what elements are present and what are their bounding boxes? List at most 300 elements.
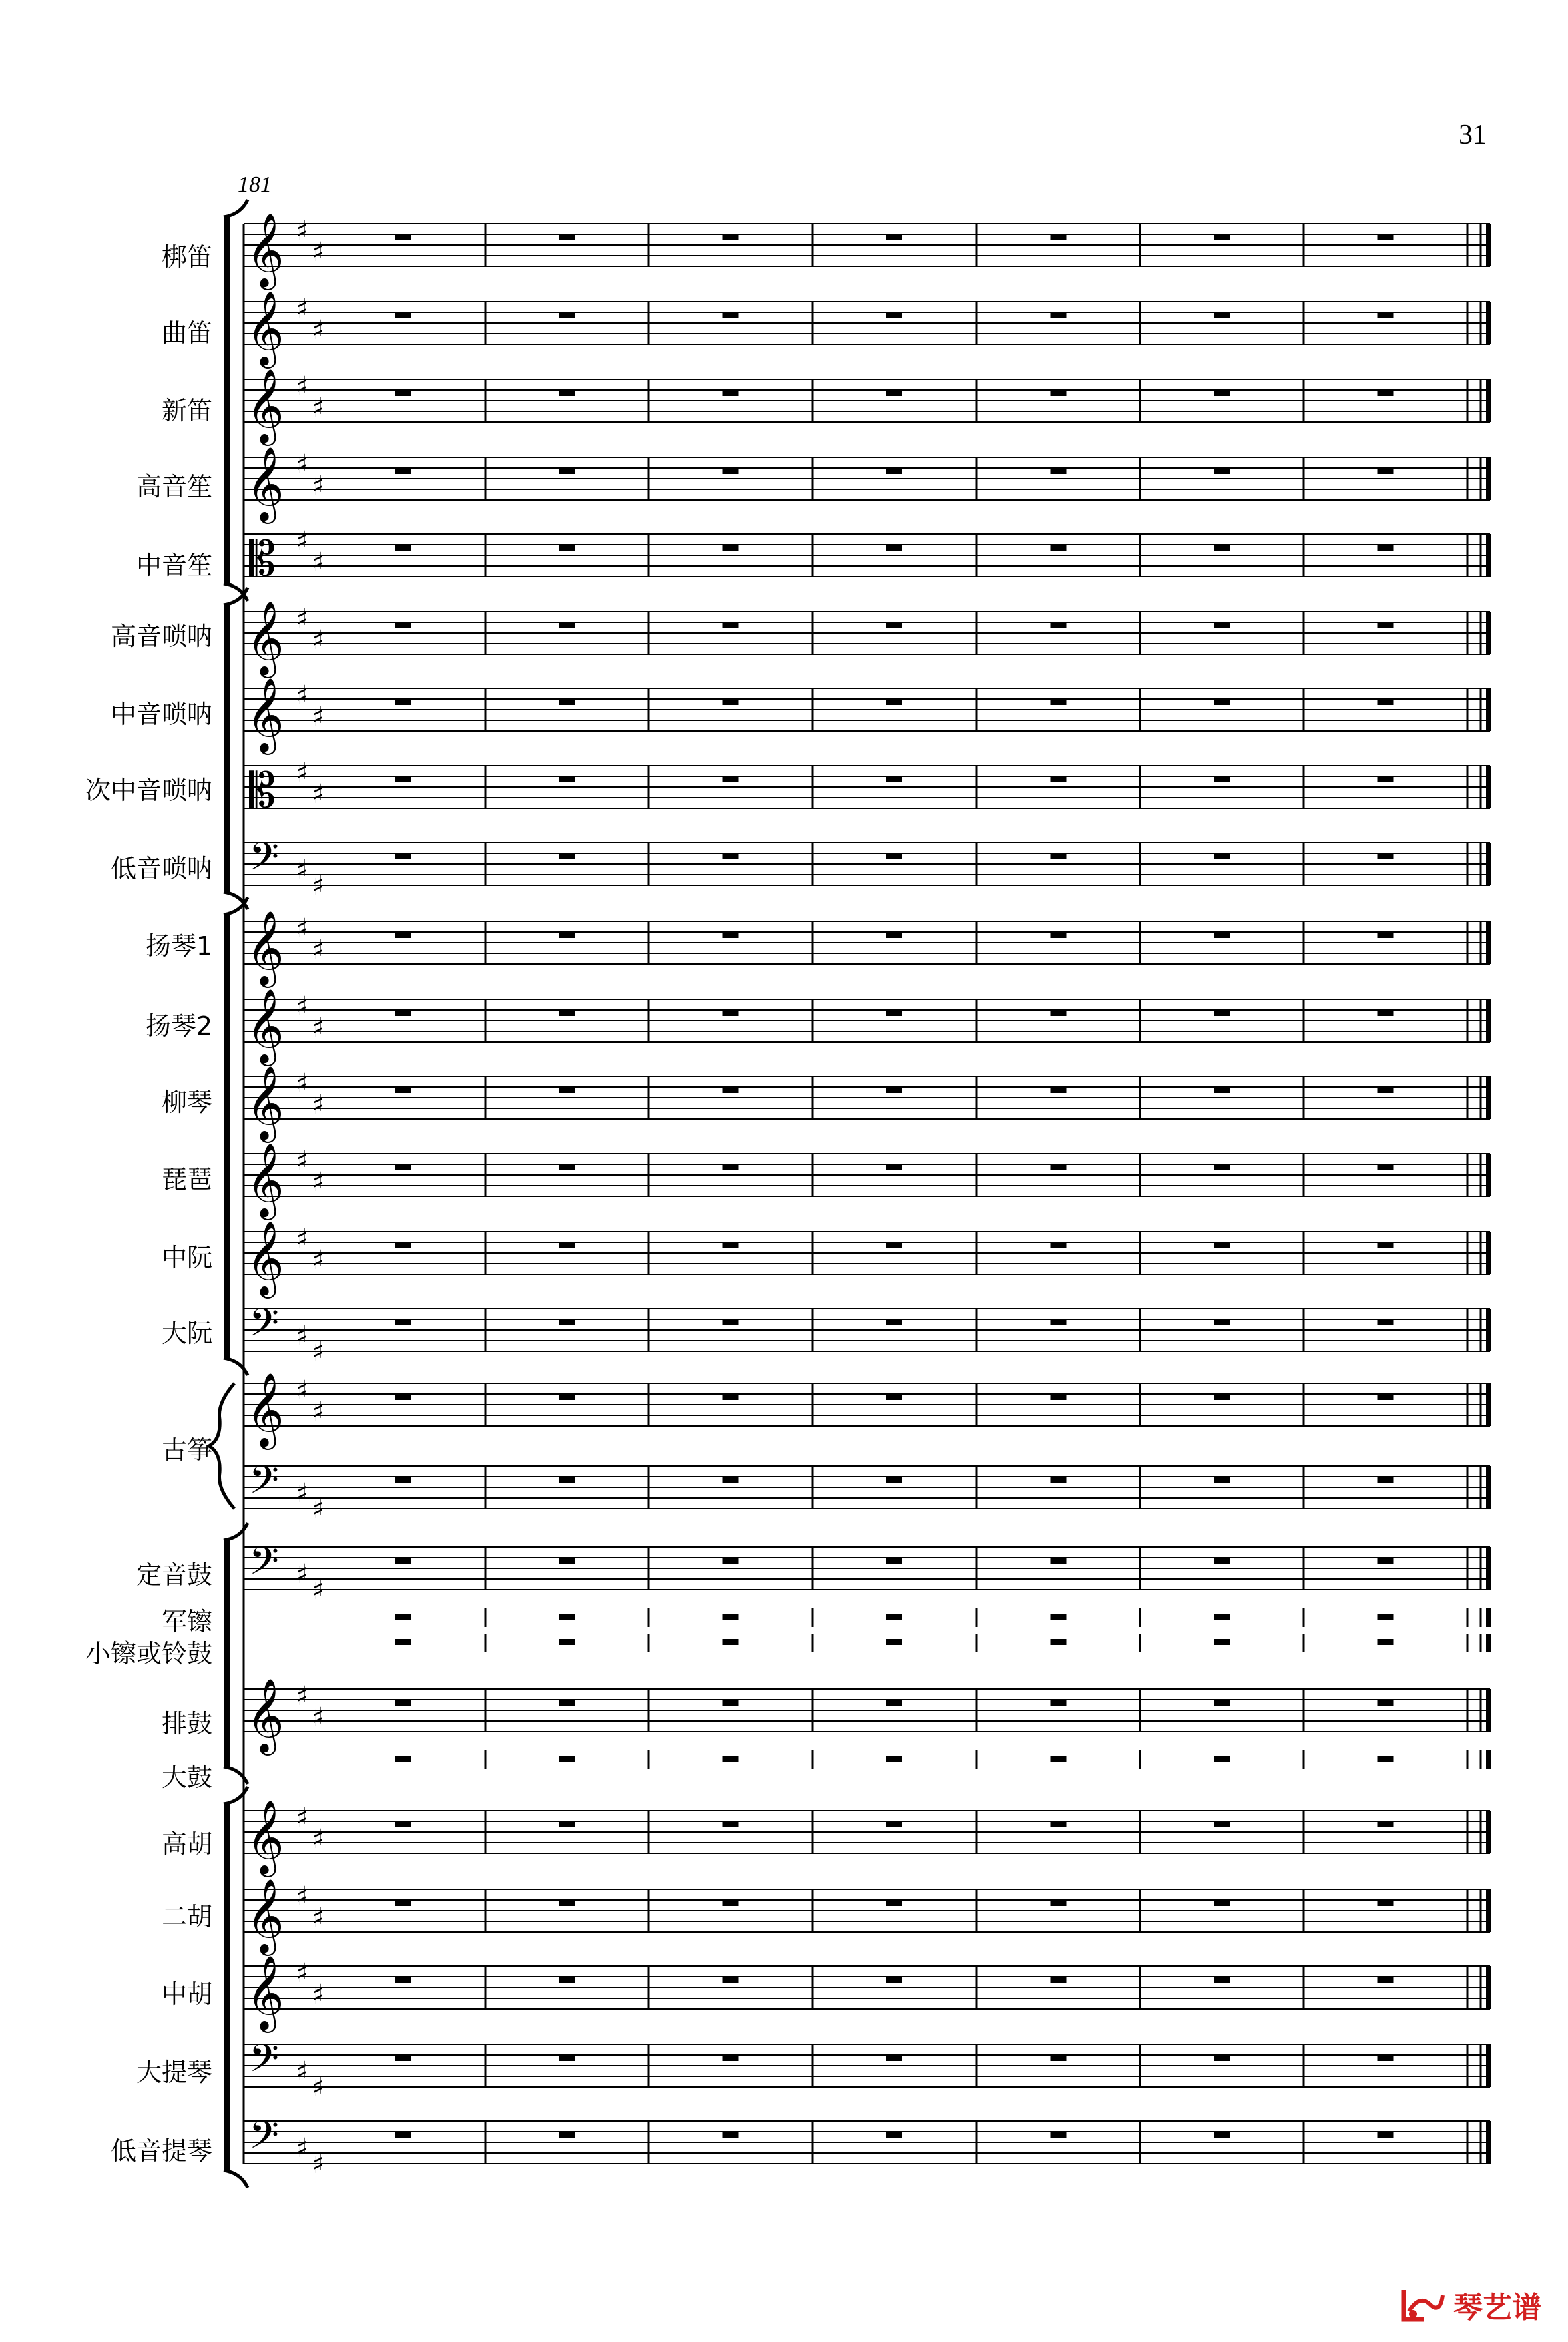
whole-rest <box>723 1900 739 1906</box>
whole-rest <box>1051 1087 1067 1093</box>
whole-rest <box>886 622 902 628</box>
sharp-icon: ♯ <box>312 1397 325 1427</box>
instrument-label: 军镲 <box>161 1607 212 1636</box>
whole-rest <box>723 699 739 705</box>
whole-rest <box>395 1756 411 1762</box>
sharp-icon: ♯ <box>312 625 325 656</box>
whole-rest <box>395 776 411 782</box>
whole-rest <box>723 1558 739 1564</box>
whole-rest <box>886 1242 902 1248</box>
whole-rest <box>559 1477 575 1483</box>
whole-rest <box>1378 1242 1394 1248</box>
whole-rest <box>723 932 739 938</box>
whole-rest <box>1214 1756 1230 1762</box>
whole-rest <box>886 1756 902 1762</box>
whole-rest <box>395 1614 411 1620</box>
whole-rest <box>1378 1614 1394 1620</box>
instrument-label: 低音唢呐 <box>110 854 212 883</box>
whole-rest <box>886 932 902 938</box>
whole-rest <box>1378 776 1394 782</box>
whole-rest <box>1214 1477 1230 1483</box>
whole-rest <box>886 1010 902 1016</box>
whole-rest <box>395 1558 411 1564</box>
whole-rest <box>1051 234 1067 240</box>
whole-rest <box>1051 622 1067 628</box>
whole-rest <box>723 1700 739 1706</box>
treble-clef-icon: 𝄞 <box>246 1142 284 1217</box>
music-note-logo-icon <box>1400 2285 1447 2325</box>
instrument-label: 高胡 <box>161 1829 212 1859</box>
whole-rest <box>1214 622 1230 628</box>
sharp-icon: ♯ <box>312 547 325 578</box>
whole-rest <box>395 853 411 859</box>
sharp-icon: ♯ <box>296 294 309 324</box>
whole-rest <box>1378 853 1394 859</box>
sharp-icon: ♯ <box>312 1575 325 1606</box>
instrument-label: 高音笙 <box>136 472 212 501</box>
whole-rest <box>395 1242 411 1248</box>
sharp-icon: ♯ <box>296 1321 309 1351</box>
whole-rest <box>559 1087 575 1093</box>
whole-rest <box>1051 1821 1067 1827</box>
whole-rest <box>1051 390 1067 396</box>
whole-rest <box>1051 1558 1067 1564</box>
instrument-label: 中阮 <box>161 1243 212 1272</box>
sharp-icon: ♯ <box>312 471 325 501</box>
whole-rest <box>559 1821 575 1827</box>
whole-rest <box>1214 1164 1230 1170</box>
instrument-label: 柳琴 <box>161 1088 212 1117</box>
whole-rest <box>886 853 902 859</box>
whole-rest <box>723 1087 739 1093</box>
whole-rest <box>723 390 739 396</box>
whole-rest <box>559 1394 575 1400</box>
whole-rest <box>395 932 411 938</box>
sharp-icon: ♯ <box>312 1824 325 1855</box>
whole-rest <box>1051 1700 1067 1706</box>
whole-rest <box>886 1639 902 1645</box>
whole-rest <box>1378 312 1394 318</box>
whole-rest <box>559 1700 575 1706</box>
whole-rest <box>1214 1614 1230 1620</box>
instrument-label: 中胡 <box>161 1979 212 2009</box>
whole-rest <box>395 1639 411 1645</box>
sharp-icon: ♯ <box>296 1681 309 1712</box>
whole-rest <box>1214 932 1230 938</box>
whole-rest <box>886 1558 902 1564</box>
page-number: 31 <box>1459 120 1487 150</box>
whole-rest <box>1051 2055 1067 2061</box>
treble-clef-icon: 𝄞 <box>246 1220 284 1295</box>
measure-number: 181 <box>238 172 272 197</box>
whole-rest <box>1378 1700 1394 1706</box>
whole-rest <box>723 545 739 551</box>
sharp-icon: ♯ <box>296 216 309 246</box>
whole-rest <box>723 1614 739 1620</box>
treble-clef-icon: 𝄞 <box>246 988 284 1063</box>
whole-rest <box>723 234 739 240</box>
bass-clef-icon: 𝄢 <box>249 1457 280 1512</box>
whole-rest <box>1378 2055 1394 2061</box>
whole-rest <box>886 312 902 318</box>
whole-rest <box>886 699 902 705</box>
group-bracket <box>224 605 230 892</box>
bass-clef-icon: 𝄢 <box>249 2036 280 2090</box>
instrument-label: 梆笛 <box>161 242 212 272</box>
whole-rest <box>559 1614 575 1620</box>
sharp-icon: ♯ <box>296 1478 309 1509</box>
whole-rest <box>395 1087 411 1093</box>
treble-clef-icon: 𝄞 <box>246 1878 284 1953</box>
whole-rest <box>723 1977 739 1983</box>
whole-rest <box>559 1900 575 1906</box>
whole-rest <box>886 2132 902 2138</box>
whole-rest <box>1214 1010 1230 1016</box>
whole-rest <box>395 1700 411 1706</box>
treble-clef-icon: 𝄞 <box>246 1372 284 1447</box>
alto-clef-icon: 𝄡 <box>249 531 276 587</box>
sharp-icon: ♯ <box>296 526 309 557</box>
bass-clef-icon: 𝄢 <box>249 1300 280 1355</box>
whole-rest <box>1051 2132 1067 2138</box>
whole-rest <box>1214 312 1230 318</box>
sharp-icon: ♯ <box>296 1958 309 1989</box>
whole-rest <box>723 1821 739 1827</box>
whole-rest <box>1051 1164 1067 1170</box>
sharp-icon: ♯ <box>312 1245 325 1276</box>
whole-rest <box>1378 1394 1394 1400</box>
bass-clef-icon: 𝄢 <box>249 834 280 889</box>
whole-rest <box>1051 1242 1067 1248</box>
instrument-label: 高音唢呐 <box>110 622 212 651</box>
sharp-icon: ♯ <box>312 1013 325 1043</box>
whole-rest <box>1378 699 1394 705</box>
whole-rest <box>395 1900 411 1906</box>
whole-rest <box>1214 234 1230 240</box>
whole-rest <box>723 1756 739 1762</box>
whole-rest <box>559 312 575 318</box>
treble-clef-icon: 𝄞 <box>246 1678 284 1752</box>
sharp-icon: ♯ <box>312 393 325 423</box>
whole-rest <box>1051 1319 1067 1325</box>
sharp-icon: ♯ <box>296 1559 309 1590</box>
sharp-icon: ♯ <box>312 1167 325 1198</box>
treble-clef-icon: 𝄞 <box>246 290 284 365</box>
whole-rest <box>886 1164 902 1170</box>
whole-rest <box>1214 1977 1230 1983</box>
whole-rest <box>886 1394 902 1400</box>
treble-clef-icon: 𝄞 <box>246 1799 284 1874</box>
watermark <box>1400 2283 1541 2326</box>
whole-rest <box>1378 545 1394 551</box>
sharp-icon: ♯ <box>296 913 309 944</box>
whole-rest <box>1378 1087 1394 1093</box>
whole-rest <box>723 1394 739 1400</box>
whole-rest <box>1378 1558 1394 1564</box>
whole-rest <box>1378 1010 1394 1016</box>
whole-rest <box>1051 699 1067 705</box>
whole-rest <box>886 1900 902 1906</box>
whole-rest <box>559 1010 575 1016</box>
whole-rest <box>559 622 575 628</box>
sharp-icon: ♯ <box>312 1702 325 1733</box>
sharp-icon: ♯ <box>296 2056 309 2087</box>
sharp-icon: ♯ <box>312 1903 325 1933</box>
whole-rest <box>723 312 739 318</box>
whole-rest <box>886 1700 902 1706</box>
whole-rest <box>395 1477 411 1483</box>
whole-rest <box>395 622 411 628</box>
instrument-label: 次中音唢呐 <box>85 776 212 805</box>
whole-rest <box>1378 1477 1394 1483</box>
whole-rest <box>723 2132 739 2138</box>
sharp-icon: ♯ <box>296 1803 309 1833</box>
whole-rest <box>1378 1900 1394 1906</box>
sharp-icon: ♯ <box>296 604 309 634</box>
whole-rest <box>559 390 575 396</box>
sharp-icon: ♯ <box>296 1881 309 1912</box>
whole-rest <box>395 2055 411 2061</box>
bracket-hook-bottom <box>224 2170 248 2188</box>
sharp-icon: ♯ <box>296 1068 309 1099</box>
whole-rest <box>559 2132 575 2138</box>
whole-rest <box>1214 1319 1230 1325</box>
sharp-icon: ♯ <box>312 935 325 965</box>
whole-rest <box>559 699 575 705</box>
whole-rest <box>559 776 575 782</box>
treble-clef-icon: 𝄞 <box>246 368 284 443</box>
instrument-label: 大鼓 <box>161 1763 212 1792</box>
whole-rest <box>559 1164 575 1170</box>
whole-rest <box>395 1394 411 1400</box>
instrument-label: 排鼓 <box>161 1709 212 1738</box>
alto-clef-icon: 𝄡 <box>249 762 276 818</box>
whole-rest <box>1214 1394 1230 1400</box>
whole-rest <box>1378 390 1394 396</box>
whole-rest <box>723 1477 739 1483</box>
sharp-icon: ♯ <box>296 855 309 885</box>
whole-rest <box>886 234 902 240</box>
sharp-icon: ♯ <box>312 2149 325 2180</box>
whole-rest <box>395 545 411 551</box>
whole-rest <box>559 2055 575 2061</box>
brace-icon <box>209 1383 234 1509</box>
whole-rest <box>1214 853 1230 859</box>
whole-rest <box>1051 1394 1067 1400</box>
sharp-icon: ♯ <box>312 1337 325 1367</box>
whole-rest <box>1214 1087 1230 1093</box>
whole-rest <box>723 1010 739 1016</box>
whole-rest <box>1378 622 1394 628</box>
whole-rest <box>1378 2132 1394 2138</box>
sharp-icon: ♯ <box>312 315 325 346</box>
whole-rest <box>723 1639 739 1645</box>
sharp-icon: ♯ <box>312 237 325 268</box>
bracket-hook-top <box>224 200 248 217</box>
whole-rest <box>1214 1639 1230 1645</box>
treble-clef-icon: 𝄞 <box>246 212 284 287</box>
sharp-icon: ♯ <box>296 449 309 480</box>
whole-rest <box>1214 390 1230 396</box>
whole-rest <box>723 776 739 782</box>
whole-rest <box>1378 1319 1394 1325</box>
instrument-label: 扬琴2 <box>145 1011 212 1041</box>
instrument-label: 曲笛 <box>161 318 212 348</box>
sharp-icon: ♯ <box>296 1146 309 1176</box>
whole-rest <box>723 1242 739 1248</box>
sharp-icon: ♯ <box>312 871 325 901</box>
sharp-icon: ♯ <box>312 1090 325 1120</box>
instrument-label: 低音提琴 <box>110 2136 212 2166</box>
sharp-icon: ♯ <box>296 758 309 788</box>
whole-rest <box>1214 468 1230 474</box>
sharp-icon: ♯ <box>296 680 309 711</box>
whole-rest <box>1051 853 1067 859</box>
whole-rest <box>1378 1164 1394 1170</box>
instrument-label: 扬琴1 <box>145 931 212 961</box>
instrument-label: 定音鼓 <box>136 1560 212 1590</box>
whole-rest <box>559 1319 575 1325</box>
whole-rest <box>1214 1900 1230 1906</box>
whole-rest <box>1378 1977 1394 1983</box>
whole-rest <box>559 853 575 859</box>
whole-rest <box>395 1010 411 1016</box>
whole-rest <box>395 312 411 318</box>
whole-rest <box>886 468 902 474</box>
sharp-icon: ♯ <box>296 1375 309 1406</box>
whole-rest <box>395 1821 411 1827</box>
whole-rest <box>1378 234 1394 240</box>
whole-rest <box>1214 1242 1230 1248</box>
whole-rest <box>886 1977 902 1983</box>
treble-clef-icon: 𝄞 <box>246 910 284 985</box>
whole-rest <box>1378 1639 1394 1645</box>
group-bracket <box>224 1540 230 1767</box>
whole-rest <box>395 1319 411 1325</box>
sharp-icon: ♯ <box>312 1494 325 1525</box>
instrument-label: 大提琴 <box>136 2058 212 2087</box>
sharp-icon: ♯ <box>312 779 325 810</box>
whole-rest <box>395 2132 411 2138</box>
whole-rest <box>395 1164 411 1170</box>
instrument-label: 琵琶 <box>161 1165 212 1194</box>
whole-rest <box>886 1614 902 1620</box>
whole-rest <box>559 1756 575 1762</box>
whole-rest <box>1051 932 1067 938</box>
whole-rest <box>1051 1900 1067 1906</box>
treble-clef-icon: 𝄞 <box>246 677 284 752</box>
whole-rest <box>1214 545 1230 551</box>
whole-rest <box>1051 468 1067 474</box>
sharp-icon: ♯ <box>312 1979 325 2010</box>
instrument-label: 二胡 <box>161 1902 212 1931</box>
whole-rest <box>1051 776 1067 782</box>
bass-clef-icon: 𝄢 <box>249 2112 280 2167</box>
bass-clef-icon: 𝄢 <box>249 1538 280 1593</box>
whole-rest <box>1051 545 1067 551</box>
whole-rest <box>1051 312 1067 318</box>
whole-rest <box>559 1558 575 1564</box>
whole-rest <box>886 1319 902 1325</box>
instrument-label: 中音笙 <box>136 551 212 580</box>
whole-rest <box>1378 932 1394 938</box>
whole-rest <box>559 1639 575 1645</box>
whole-rest <box>886 1477 902 1483</box>
sharp-icon: ♯ <box>296 1224 309 1254</box>
whole-rest <box>559 932 575 938</box>
whole-rest <box>1051 1614 1067 1620</box>
whole-rest <box>1214 699 1230 705</box>
whole-rest <box>559 234 575 240</box>
whole-rest <box>723 468 739 474</box>
treble-clef-icon: 𝄞 <box>246 600 284 675</box>
whole-rest <box>886 1821 902 1827</box>
sharp-icon: ♯ <box>312 702 325 732</box>
whole-rest <box>1051 1477 1067 1483</box>
whole-rest <box>559 1242 575 1248</box>
instrument-label: 古筝 <box>161 1435 212 1465</box>
whole-rest <box>886 545 902 551</box>
sharp-icon: ♯ <box>296 991 309 1022</box>
whole-rest <box>1214 776 1230 782</box>
whole-rest <box>395 699 411 705</box>
whole-rest <box>886 776 902 782</box>
group-bracket <box>224 915 230 1358</box>
watermark-text: 琴艺谱 <box>1453 2291 1541 2325</box>
whole-rest <box>886 1087 902 1093</box>
whole-rest <box>1214 1821 1230 1827</box>
whole-rest <box>395 1977 411 1983</box>
whole-rest <box>1051 1639 1067 1645</box>
whole-rest <box>886 390 902 396</box>
instrument-label: 大阮 <box>161 1319 212 1348</box>
whole-rest <box>395 468 411 474</box>
whole-rest <box>723 2055 739 2061</box>
instrument-label: 新笛 <box>161 396 212 425</box>
whole-rest <box>559 545 575 551</box>
whole-rest <box>1214 1558 1230 1564</box>
whole-rest <box>723 1319 739 1325</box>
treble-clef-icon: 𝄞 <box>246 446 284 521</box>
whole-rest <box>723 622 739 628</box>
treble-clef-icon: 𝄞 <box>246 1065 284 1140</box>
whole-rest <box>1378 468 1394 474</box>
whole-rest <box>1214 2055 1230 2061</box>
instrument-label: 中音唢呐 <box>110 700 212 729</box>
whole-rest <box>1378 1756 1394 1762</box>
whole-rest <box>723 1164 739 1170</box>
instrument-label: 小镲或铃鼓 <box>85 1639 212 1668</box>
group-bracket <box>224 217 230 583</box>
treble-clef-icon: 𝄞 <box>246 1955 284 2030</box>
sharp-icon: ♯ <box>312 2072 325 2103</box>
whole-rest <box>1051 1010 1067 1016</box>
group-bracket <box>224 1804 230 2170</box>
whole-rest <box>395 234 411 240</box>
whole-rest <box>395 390 411 396</box>
sharp-icon: ♯ <box>296 2133 309 2164</box>
whole-rest <box>1214 2132 1230 2138</box>
whole-rest <box>1051 1977 1067 1983</box>
whole-rest <box>886 2055 902 2061</box>
whole-rest <box>559 468 575 474</box>
whole-rest <box>559 1977 575 1983</box>
whole-rest <box>1214 1700 1230 1706</box>
whole-rest <box>1378 1821 1394 1827</box>
whole-rest <box>723 853 739 859</box>
whole-rest <box>1051 1756 1067 1762</box>
sharp-icon: ♯ <box>296 371 309 402</box>
